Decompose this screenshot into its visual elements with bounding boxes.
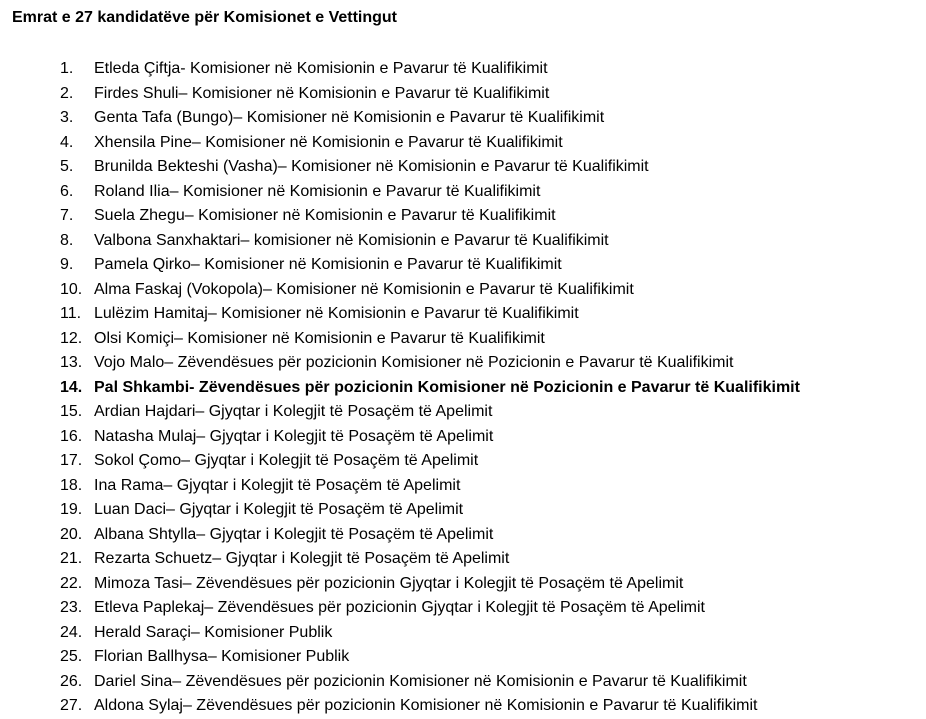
list-item bbox=[60, 302, 800, 327]
list-item bbox=[60, 155, 800, 180]
list-item-text: Sokol Çomo– Gjyqtar i Kolegjit të Posaçëm të Apelimit bbox=[94, 452, 479, 469]
list-item-number: 2. bbox=[60, 84, 74, 102]
document-title: Emrat e 27 kandidatëve për Komisionet e Vettingut bbox=[12, 9, 397, 26]
list-item-text: Valbona Sanxhaktari– komisioner në Komisionin e Pavarur të Kualifikimit bbox=[94, 231, 609, 249]
list-item bbox=[60, 670, 800, 695]
list-item-number: 6. bbox=[60, 182, 74, 200]
list-item-number: 18. bbox=[60, 476, 83, 494]
list-item bbox=[60, 180, 800, 205]
list-item bbox=[60, 474, 800, 499]
list-item-text: Pamela Qirko– Komisioner në Komisionin e Pavarur të Kualifikimit bbox=[94, 256, 562, 273]
list-item-text: Etleva Paplekaj– Zëvendësues për pozicionin Gjyqtar i Kolegjit të Posaçëm të Apelimit bbox=[94, 599, 705, 616]
list-item-number: 4. bbox=[60, 133, 74, 151]
list-item-number: 12. bbox=[60, 329, 83, 347]
list-item bbox=[60, 376, 800, 401]
list-item-number: 26. bbox=[60, 672, 83, 690]
list-item-text: Genta Tafa (Bungo)– Komisioner në Komisionin e Pavarur të Kualifikimit bbox=[94, 109, 605, 126]
list-item-number: 1. bbox=[60, 60, 74, 77]
list-item bbox=[60, 498, 800, 523]
list-item bbox=[60, 253, 800, 278]
list-item-number: 22. bbox=[60, 574, 83, 592]
list-item bbox=[60, 278, 800, 303]
list-item-number: 3. bbox=[60, 109, 74, 126]
list-item bbox=[60, 106, 800, 131]
list-item bbox=[60, 572, 800, 597]
list-item-number: 15. bbox=[60, 403, 83, 420]
list-item-number: 20. bbox=[60, 525, 83, 543]
list-item-text: Pal Shkambi- Zëvendësues për pozicionin Komisioner në Pozicionin e Pavarur të Kualifikimit bbox=[94, 378, 800, 396]
list-item-text: Alma Faskaj (Vokopola)– Komisioner në Komisionin e Pavarur të Kualifikimit bbox=[94, 280, 634, 298]
list-item bbox=[60, 621, 800, 646]
list-item-text: Luan Daci– Gjyqtar i Kolegjit të Posaçëm të Apelimit bbox=[94, 501, 464, 518]
list-item-text: Etleda Çiftja- Komisioner në Komisionin e Pavarur të Kualifikimit bbox=[94, 60, 548, 77]
list-item-text: Ardian Hajdari– Gjyqtar i Kolegjit të Posaçëm të Apelimit bbox=[94, 403, 493, 420]
list-item bbox=[60, 351, 800, 376]
list-item bbox=[60, 82, 800, 107]
list-item-number: 7. bbox=[60, 207, 74, 224]
list-item-number: 21. bbox=[60, 550, 83, 567]
list-item-number: 11. bbox=[60, 305, 82, 322]
list-item bbox=[60, 400, 800, 425]
list-item bbox=[60, 131, 800, 156]
list-item-text: Firdes Shuli– Komisioner në Komisionin e Pavarur të Kualifikimit bbox=[94, 84, 550, 102]
list-item-number: 8. bbox=[60, 231, 74, 249]
list-item-text: Herald Saraçi– Komisioner Publik bbox=[94, 623, 333, 641]
list-item-number: 13. bbox=[60, 354, 83, 371]
list-item-number: 10. bbox=[60, 280, 83, 298]
list-item bbox=[60, 523, 800, 548]
list-item bbox=[60, 425, 800, 450]
list-item-number: 16. bbox=[60, 427, 83, 445]
list-item-number: 27. bbox=[60, 697, 83, 714]
list-item-text: Ina Rama– Gjyqtar i Kolegjit të Posaçëm të Apelimit bbox=[94, 476, 461, 494]
list-item bbox=[60, 645, 800, 670]
list-item bbox=[60, 57, 800, 82]
list-item-text: Mimoza Tasi– Zëvendësues për pozicionin Gjyqtar i Kolegjit të Posaçëm të Apelimit bbox=[94, 574, 684, 592]
list-item-text: Natasha Mulaj– Gjyqtar i Kolegjit të Posaçëm të Apelimit bbox=[94, 427, 494, 445]
list-item-number: 9. bbox=[60, 256, 74, 273]
list-item-number: 24. bbox=[60, 623, 83, 641]
list-item-number: 23. bbox=[60, 599, 83, 616]
list-item-number: 19. bbox=[60, 501, 83, 518]
list-item bbox=[60, 204, 800, 229]
list-item-text: Albana Shtylla– Gjyqtar i Kolegjit të Posaçëm të Apelimit bbox=[94, 525, 494, 543]
list-item bbox=[60, 596, 800, 621]
list-item bbox=[60, 547, 800, 572]
list-item-text: Florian Ballhysa– Komisioner Publik bbox=[94, 648, 350, 665]
list-item bbox=[60, 449, 800, 474]
list-item-text: Lulëzim Hamitaj– Komisioner në Komisionin e Pavarur të Kualifikimit bbox=[94, 305, 579, 322]
list-item bbox=[60, 694, 800, 719]
list-item-number: 17. bbox=[60, 452, 83, 469]
list-item-text: Suela Zhegu– Komisioner në Komisionin e Pavarur të Kualifikimit bbox=[94, 207, 556, 224]
list-item-number: 5. bbox=[60, 158, 74, 175]
list-item-text: Rezarta Schuetz– Gjyqtar i Kolegjit të Posaçëm të Apelimit bbox=[94, 550, 510, 567]
list-item-text: Aldona Sylaj– Zëvendësues për pozicionin Komisioner në Komisionin e Pavarur të Kualifikimit bbox=[94, 697, 758, 714]
list-item-text: Xhensila Pine– Komisioner në Komisionin e Pavarur të Kualifikimit bbox=[94, 133, 563, 151]
list-item-text: Vojo Malo– Zëvendësues për pozicionin Komisioner në Pozicionin e Pavarur të Kualifikimit bbox=[94, 354, 734, 371]
list-item-number: 25. bbox=[60, 648, 83, 665]
list-item-number: 14. bbox=[60, 378, 83, 396]
list-item-text: Brunilda Bekteshi (Vasha)– Komisioner në Komisionin e Pavarur të Kualifikimit bbox=[94, 158, 649, 175]
list-item bbox=[60, 229, 800, 254]
candidate-list bbox=[60, 57, 800, 719]
list-item-text: Roland Ilia– Komisioner në Komisionin e Pavarur të Kualifikimit bbox=[94, 182, 541, 200]
list-item bbox=[60, 327, 800, 352]
list-item-text: Dariel Sina– Zëvendësues për pozicionin Komisioner në Komisionin e Pavarur të Kualifikimit bbox=[94, 672, 747, 690]
list-item-text: Olsi Komiçi– Komisioner në Komisionin e Pavarur të Kualifikimit bbox=[94, 329, 545, 347]
